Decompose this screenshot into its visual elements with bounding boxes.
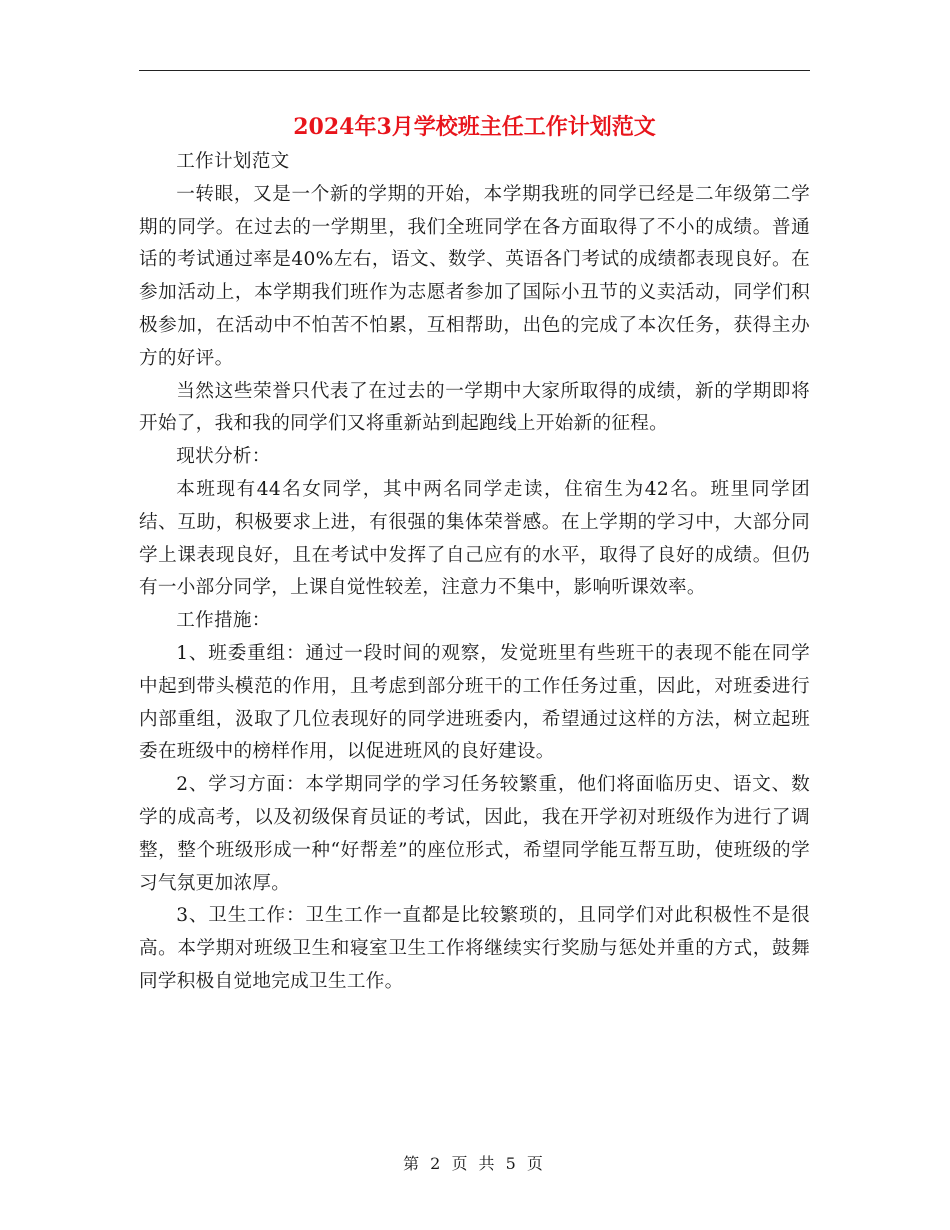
page-number-footer: 第 2 页 共 5 页 [403, 1154, 546, 1173]
paragraph-measure-study: 2、学习方面：本学期同学的学习任务较繁重，他们将面临历史、语文、数学的成高考，以及初级保育员证的考试，因此，我在开学初对班级作为进行了调整，整个班级形成一种“好帮差”的座位形式，希望同学能互帮互助，使班级的学习气氛更加浓厚。 [139, 774, 810, 894]
paragraph-heading-work-plan: 工作计划范文 [176, 151, 290, 172]
paragraph-status-analysis: 本班现有44名女同学，其中两名同学走读，住宿生为42名。班里同学团结、互助，积极要求上进，有很强的集体荣誉感。在上学期的学习中，大部分同学上课表现良好，且在考试中发挥了自己应有的水平，取得了良好的成绩。但仍有一小部分同学，上课自觉性较差，注意力不集中，影响听课效率。 [139, 478, 810, 599]
paragraph-measure-hygiene: 3、卫生工作：卫生工作一直都是比较繁琐的，且同学们对此积极性不是很高。本学期对班级卫生和寝室卫生工作将继续实行奖励与惩处并重的方式，鼓舞同学积极自觉地完成卫生工作。 [139, 905, 810, 992]
paragraph-heading-status: 现状分析： [176, 446, 271, 468]
document-title: 2024年3月学校班主任工作计划范文 [293, 114, 656, 140]
paragraph-heading-measures: 工作措施： [176, 610, 271, 632]
document-body [139, 146, 810, 999]
paragraph-measure-committee: 1、班委重组：通过一段时间的观察，发觉班里有些班干的表现不能在同学中起到带头模范的作用，且考虑到部分班干的工作任务过重，因此，对班委进行内部重组，汲取了几位表现好的同学进班委内，希望通过这样的方法，树立起班委在班级中的榜样作用，以促进班风的良好建设。 [139, 642, 810, 763]
header-rule [139, 70, 810, 71]
paragraph-honors: 当然这些荣誉只代表了在过去的一学期中大家所取得的成绩，新的学期即将开始了，我和我的同学们又将重新站到起跑线上开始新的征程。 [139, 380, 810, 435]
paragraph-intro: 一转眼，又是一个新的学期的开始，本学期我班的同学已经是二年级第二学期的同学。在过去的一学期里，我们全班同学在各方面取得了不小的成绩。普通话的考试通过率是40%左右，语文、数学、英语各门考试的成绩都表现良好。在参加活动上，本学期我们班作为志愿者参加了国际小丑节的义卖活动，同学们积极参加，在活动中不怕苦不怕累，互相帮助，出色的完成了本次任务，获得主办方的好评。 [139, 183, 810, 369]
